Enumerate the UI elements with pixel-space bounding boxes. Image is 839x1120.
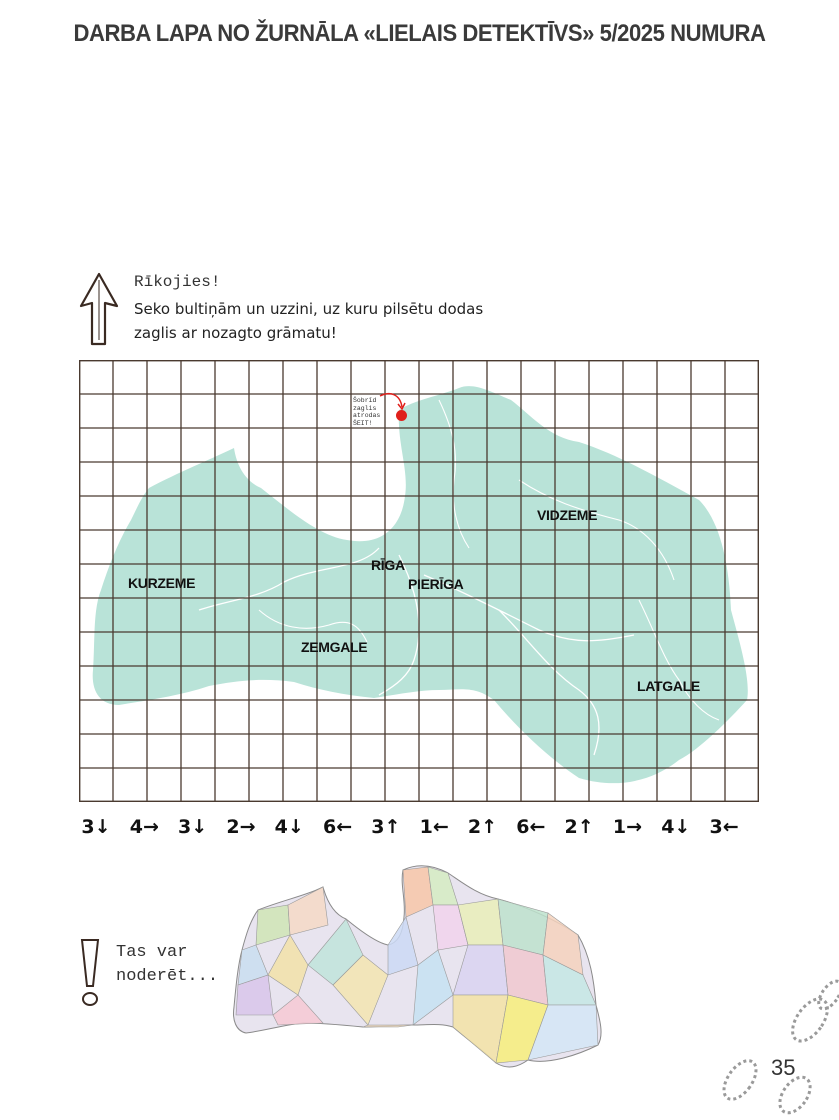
sequence-step: 6← xyxy=(322,816,353,838)
sequence-step: 3↓ xyxy=(178,816,208,838)
sequence-step: 2→ xyxy=(226,816,256,838)
region-zemgale: ZEMGALE xyxy=(301,639,368,655)
thief-note-line-3: atrodas xyxy=(353,412,381,419)
hint-line-1: Tas var xyxy=(116,943,188,962)
hint-text xyxy=(116,941,219,989)
page-header: DARBA LAPA NO ŽURNĀLA «LIELAIS DETEKTĪVS» 5/2025 NUMURA xyxy=(73,20,766,47)
region-latgale: LATGALE xyxy=(637,678,700,694)
task-text-line-1: Seko bultiņām un uzzini, uz kuru pilsētu dodas xyxy=(134,300,484,318)
sequence-step: 3↑ xyxy=(371,816,401,838)
region-vidzeme: VIDZEME xyxy=(537,507,598,523)
region-pieriga: PIERĪGA xyxy=(408,576,464,592)
sequence-step: 1→ xyxy=(612,816,643,838)
region-kurzeme: KURZEME xyxy=(128,575,196,591)
thief-note-line-4: ŠEIT! xyxy=(353,419,373,427)
page-number: 35 xyxy=(771,1055,796,1080)
sequence-step: 1← xyxy=(419,816,449,838)
exclamation-icon xyxy=(78,938,102,1008)
sequence-step: 4→ xyxy=(129,816,159,838)
hint-line-2: noderēt... xyxy=(116,967,219,986)
sequence-step: 3↓ xyxy=(81,816,111,838)
sequence-step: 6← xyxy=(516,816,546,838)
thief-note-line-1: Šobrīd xyxy=(353,397,377,404)
up-arrow-icon xyxy=(78,272,120,346)
sequence-step: 3← xyxy=(709,816,739,838)
sequence-step: 2↑ xyxy=(564,816,594,838)
task-title: Rīkojies! xyxy=(134,273,221,291)
region-riga: RĪGA xyxy=(371,557,405,573)
thief-note-line-2: zaglis xyxy=(353,404,377,412)
sequence-step: 4↓ xyxy=(661,816,691,838)
sequence-step: 2↑ xyxy=(467,816,498,838)
footprints-icon xyxy=(700,975,839,1120)
thief-location-dot xyxy=(396,410,407,421)
municipality-map xyxy=(228,855,608,1070)
task-text-line-2: zaglis ar nozagto grāmatu! xyxy=(134,324,337,342)
sequence-step: 4↓ xyxy=(274,816,304,838)
arrow-sequence xyxy=(79,816,759,842)
